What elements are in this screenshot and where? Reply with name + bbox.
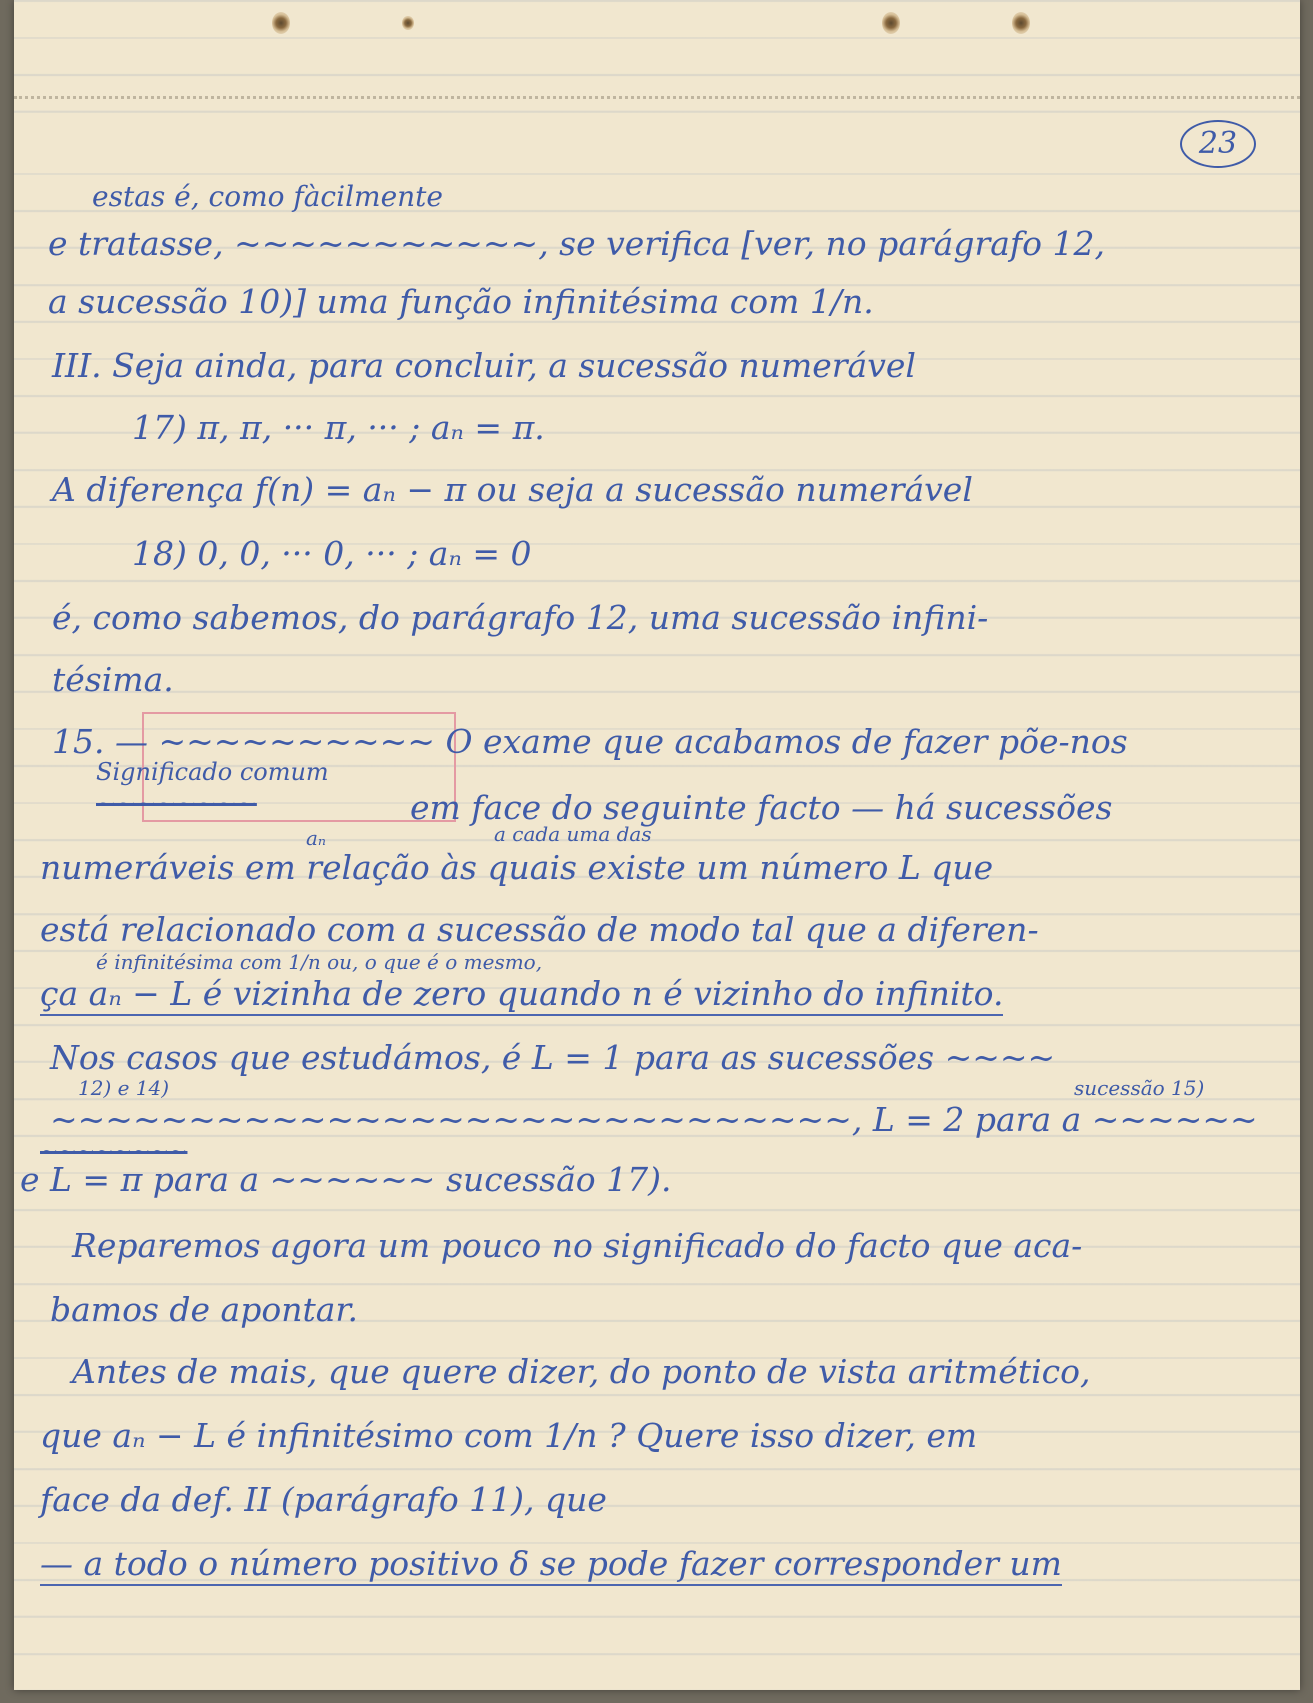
text-line: em face do seguinte facto — há sucessões — [410, 788, 1113, 827]
text-line: que aₙ − L é infinitésimo com 1/n ? Quere isso dizer, em — [40, 1416, 978, 1455]
struck-word: ~~~~~~~~ — [96, 790, 257, 818]
text-line: Antes de mais, que quere dizer, do ponto de vista aritmético, — [72, 1352, 1091, 1391]
perforation-line — [14, 96, 1300, 99]
text-line: é, como sabemos, do parágrafo 12, uma sucessão infini- — [52, 598, 989, 637]
text-line: está relacionado com a sucessão de modo tal que a diferen- — [40, 910, 1039, 949]
insertion-line: estas é, como fàcilmente — [92, 180, 443, 213]
equation-line: 18) 0, 0, ··· 0, ··· ; aₙ = 0 — [132, 534, 532, 573]
superscript-insertion: é infinitésima com 1/n ou, o que é o mesmo, — [96, 950, 543, 974]
superscript-insertion: 12) e 14) — [78, 1076, 170, 1100]
text-line: bamos de apontar. — [50, 1290, 359, 1329]
equation-line: 17) π, π, ··· π, ··· ; aₙ = π. — [132, 408, 545, 447]
superscript-insertion: a cada uma das — [494, 822, 652, 846]
text-line: III. Seja ainda, para concluir, a sucessão numerável — [52, 346, 916, 385]
punch-hole — [272, 12, 290, 34]
punch-hole — [402, 16, 414, 30]
struck-word: ~~~~~~~~ — [40, 1140, 188, 1165]
text-line: Reparemos agora um pouco no significado do facto que aca- — [72, 1226, 1083, 1265]
text-line: face da def. II (parágrafo 11), que — [40, 1480, 607, 1519]
text-line: ~~~~~~~~~~~~~~~~~~~~~~~~~~~~~, L = 2 para a ~~~~~~ — [50, 1100, 1258, 1139]
punch-hole — [1012, 12, 1030, 34]
text-line: Nos casos que estudámos, é L = 1 para as sucessões ~~~~ — [50, 1038, 1056, 1077]
text-line: e tratasse, ~~~~~~~~~~~, se verifica [ver, no parágrafo 12, — [48, 224, 1105, 263]
text-line: ça aₙ − L é vizinha de zero quando n é vizinho do infinito. — [40, 974, 1003, 1016]
section-heading-line: 15. — ~~~~~~~~~~ O exame que acabamos de fazer põe-nos — [52, 722, 1128, 761]
text-line: — a todo o número positivo δ se pode fazer corresponder um — [40, 1544, 1062, 1586]
text-line: tésima. — [52, 660, 174, 699]
superscript-insertion: aₙ — [306, 826, 327, 850]
text-line: e L = π para a ~~~~~~ sucessão 17). — [20, 1160, 672, 1199]
text-line: A diferença f(n) = aₙ − π ou seja a sucessão numerável — [52, 470, 973, 509]
margin-insertion: Significado comum — [96, 758, 329, 786]
punch-hole — [882, 12, 900, 34]
superscript-insertion: sucessão 15) — [1074, 1076, 1205, 1100]
page-number: 23 — [1180, 120, 1256, 168]
text-line: numeráveis em relação às quais existe um número L que — [40, 848, 994, 887]
text-line: a sucessão 10)] uma função infinitésima com 1/n. — [48, 282, 874, 321]
